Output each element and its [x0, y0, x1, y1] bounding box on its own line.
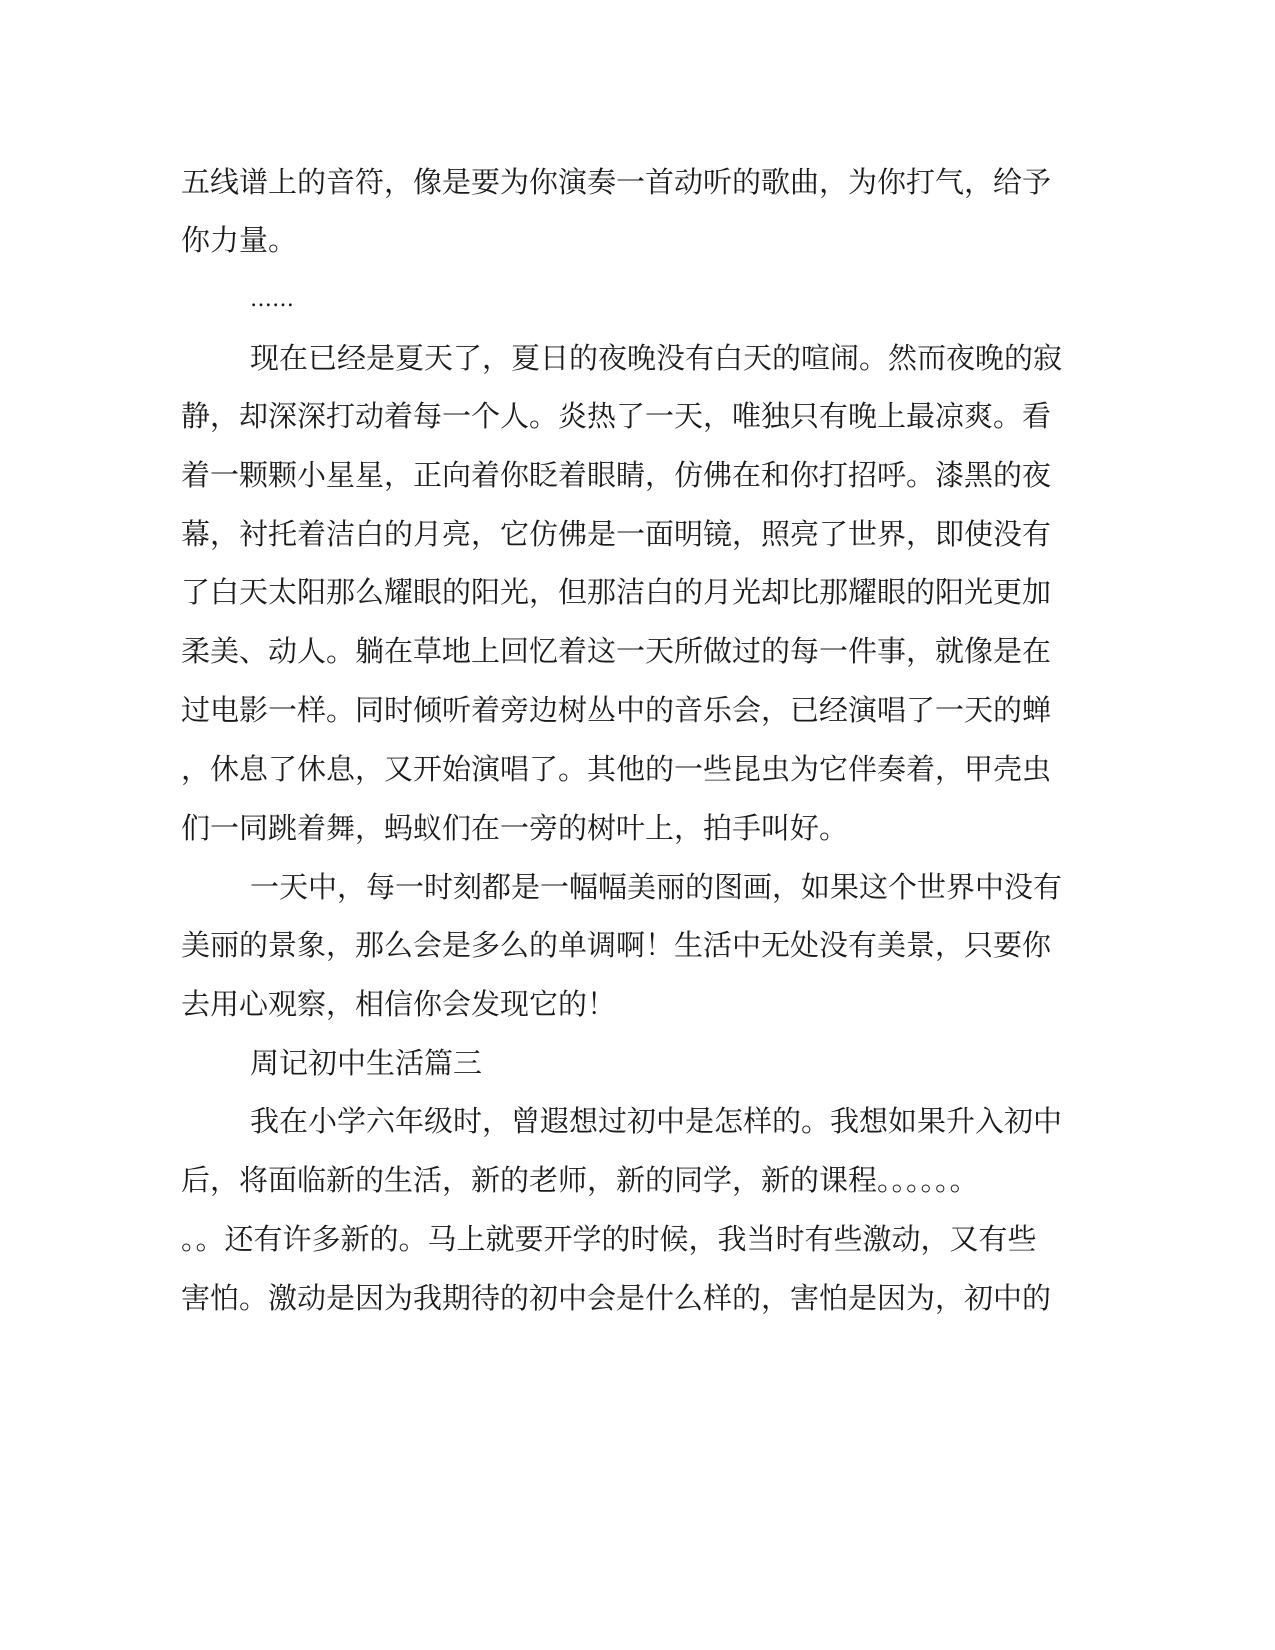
paragraph-line: ，休息了休息，又开始演唱了。其他的一些昆虫为它伴奏着，甲壳虫 — [181, 752, 1052, 786]
section-heading: 周记初中生活篇三 — [250, 1046, 483, 1080]
paragraph-line: 们一同跳着舞，蚂蚁们在一旁的树叶上，拍手叫好。 — [181, 811, 849, 845]
paragraph-line: 害怕。激动是因为我期待的初中会是什么样的，害怕是因为，初中的 — [181, 1281, 1052, 1315]
paragraph-line: 静，却深深打动着每一个人。炎热了一天，唯独只有晚上最凉爽。看 — [181, 399, 1052, 433]
paragraph-line: 一天中，每一时刻都是一幅幅美丽的图画，如果这个世界中没有 — [250, 870, 1063, 904]
paragraph-line: 美丽的景象，那么会是多么的单调啊！生活中无处没有美景，只要你 — [181, 928, 1052, 962]
paragraph-line: 五线谱上的音符，像是要为你演奏一首动听的歌曲，为你打气，给予 — [181, 165, 1052, 199]
paragraph-line: 现在已经是夏天了，夏日的夜晚没有白天的喧闹。然而夜晚的寂 — [250, 341, 1063, 375]
paragraph-line: 。。还有许多新的。马上就要开学的时候，我当时有些激动，又有些 — [181, 1222, 1037, 1256]
paragraph-line: 你力量。 — [181, 223, 298, 257]
paragraph-line: 我在小学六年级时，曾遐想过初中是怎样的。我想如果升入初中 — [250, 1104, 1063, 1138]
paragraph-line: 过电影一样。同时倾听着旁边树丛中的音乐会，已经演唱了一天的蝉 — [181, 693, 1052, 727]
ellipsis-line: …… — [250, 287, 294, 312]
paragraph-line: 后，将面临新的生活，新的老师，新的同学，新的课程。。。。。。 — [181, 1163, 979, 1197]
paragraph-line: 柔美、动人。躺在草地上回忆着这一天所做过的每一件事，就像是在 — [181, 634, 1052, 668]
paragraph-line: 着一颗颗小星星，正向着你眨着眼睛，仿佛在和你打招呼。漆黑的夜 — [181, 458, 1052, 492]
paragraph-line: 幕，衬托着洁白的月亮，它仿佛是一面明镜，照亮了世界，即使没有 — [181, 517, 1052, 551]
paragraph-line: 了白天太阳那么耀眼的阳光，但那洁白的月光却比那耀眼的阳光更加 — [181, 575, 1052, 609]
paragraph-line: 去用心观察，相信你会发现它的！ — [181, 987, 617, 1021]
